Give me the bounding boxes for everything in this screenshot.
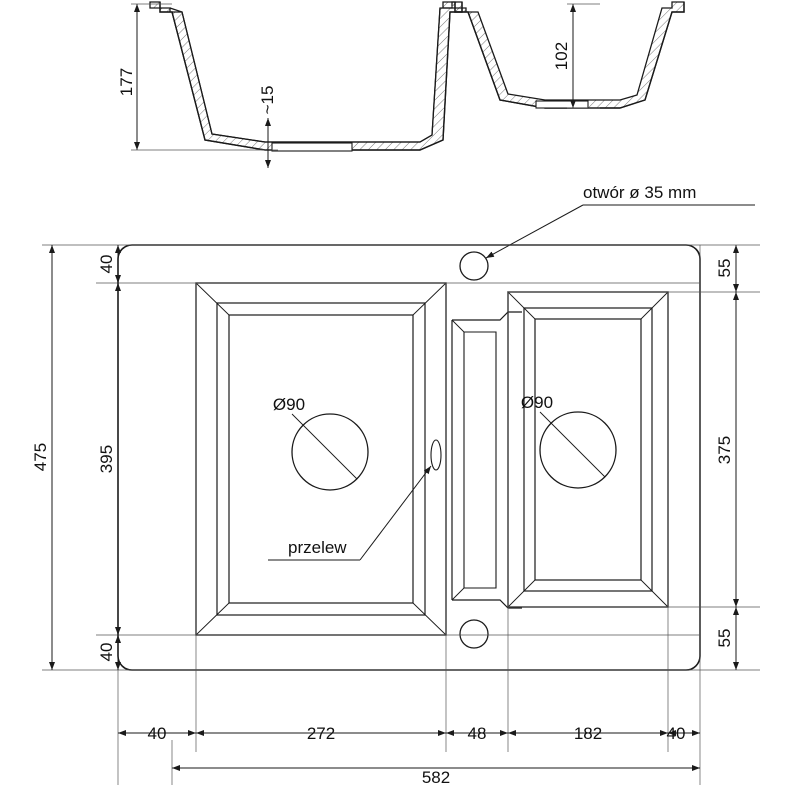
dimension-value-182: 182 [573, 724, 603, 743]
right-drain-label: Ø90 [520, 393, 554, 412]
vertical-dimensions-right [700, 245, 760, 670]
section-view [117, 2, 684, 168]
right-bowl-bevel [524, 308, 652, 591]
right-bowl-bottom [535, 319, 641, 580]
right-bowl-rim [508, 292, 668, 607]
dimension-value-395: 395 [97, 444, 116, 474]
dimension-value-375: 375 [715, 435, 734, 465]
dimension-value-582: 582 [421, 768, 451, 787]
section-left-bowl [150, 2, 462, 151]
left-drain-diagonal [303, 425, 357, 479]
divider-corner-tl [452, 320, 464, 332]
overflow-slot [431, 440, 441, 470]
dimension-value-right-40: 40 [666, 724, 686, 743]
dimension-value-bottom-55: 55 [715, 628, 734, 648]
right-bowl-plan [508, 292, 668, 607]
dimension-value-475: 475 [31, 442, 50, 472]
dimension-depth-right [552, 4, 600, 108]
dimension-wall-thickness [258, 86, 277, 168]
callout-overflow [268, 466, 431, 560]
left-drain-plate [272, 143, 352, 151]
dimension-value-bottom-40: 40 [97, 642, 116, 662]
left-drain-label: Ø90 [272, 395, 306, 414]
divider-corner-bl [452, 588, 464, 600]
plan-view [31, 183, 760, 787]
left-bowl-corner-br [413, 603, 446, 635]
dimension-value-48: 48 [467, 724, 487, 743]
left-bowl-corner-bl [196, 603, 229, 635]
dimension-value-top-40: 40 [97, 254, 116, 274]
left-bowl-plan [196, 283, 446, 635]
dimension-value-top-55: 55 [715, 258, 734, 278]
dimension-value-15: ~15 [258, 85, 277, 115]
dimension-value-272: 272 [306, 724, 336, 743]
left-bowl-corner-tr [413, 283, 446, 315]
callout-tap-hole [486, 183, 755, 258]
divider-top-edge [452, 312, 522, 320]
sink-outline [118, 245, 700, 670]
divider-inner [464, 332, 496, 588]
horizontal-dimensions [118, 724, 700, 787]
left-bowl-corner-tl [196, 283, 229, 315]
dimension-value-left-40: 40 [147, 724, 167, 743]
lower-hole-circle [460, 620, 488, 648]
left-bowl-rim [196, 283, 446, 635]
dimension-value-177: 177 [117, 67, 136, 97]
dimension-value-102: 102 [552, 41, 571, 71]
overflow-label: przelew [288, 538, 347, 557]
left-drain-leader [292, 414, 303, 425]
right-drain-plate [536, 101, 588, 108]
left-bowl-bevel [217, 303, 425, 615]
vertical-dimensions-left [31, 245, 118, 670]
right-drain-leader [540, 412, 551, 423]
tap-hole-circle [460, 252, 488, 280]
left-bowl-inner-profile [170, 8, 440, 142]
left-bowl-section-wall [150, 2, 462, 150]
tap-hole-label: otwór ø 35 mm [583, 183, 697, 202]
right-drain-diagonal [551, 423, 605, 477]
right-bowl-corner-bl [508, 580, 535, 607]
